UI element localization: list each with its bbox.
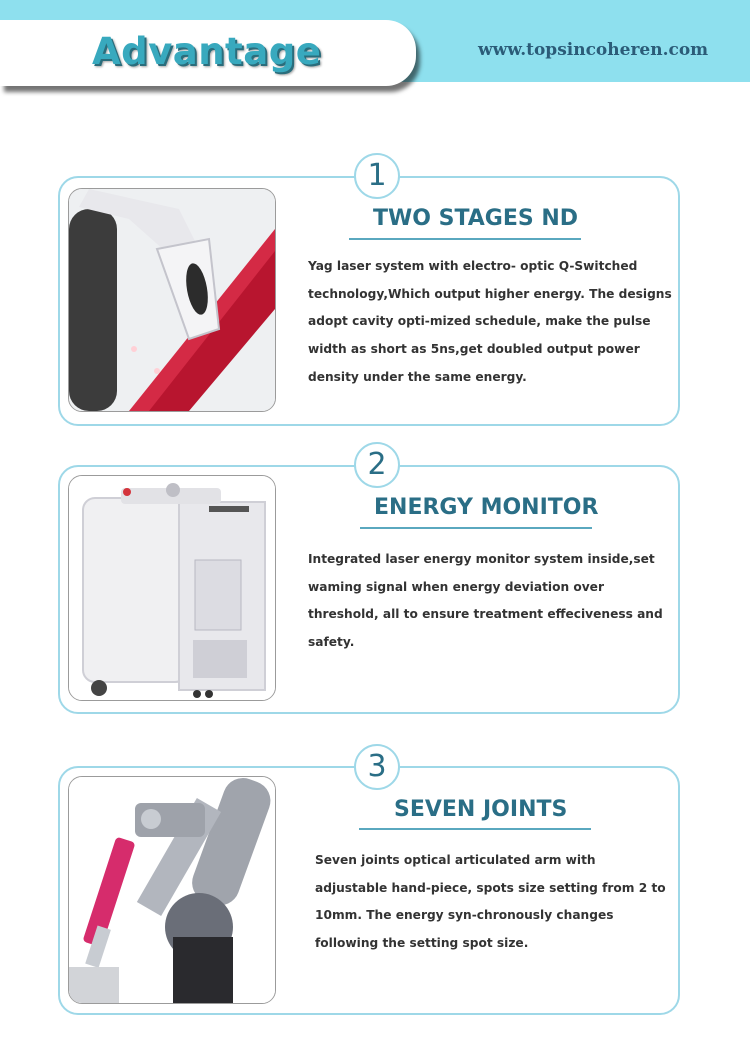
- feature-number-1: 1: [354, 153, 400, 199]
- feature-title-2: ENERGY MONITOR: [374, 495, 599, 520]
- feature-number-3: 3: [354, 744, 400, 790]
- feature-title-3: SEVEN JOINTS: [394, 797, 568, 822]
- machine-photo: [68, 475, 276, 701]
- feature-description-3: Seven joints optical articulated arm with adjustable hand-piece, spots size setting from 2 to 10mm. The energy syn-chronously changes following the setting spot size.: [315, 853, 666, 951]
- feature-number-2: 2: [354, 442, 400, 488]
- page-title: Advantage: [92, 30, 322, 73]
- title-underline-2: [360, 527, 592, 529]
- feature-description-2: Integrated laser energy monitor system inside,set waming signal when energy deviation over threshold, all to ensure treatment effeciveness and safety.: [308, 552, 663, 650]
- handpiece-photo: [68, 188, 276, 412]
- articulated-arm-photo: [68, 776, 276, 1004]
- website-link[interactable]: www.topsincoheren.com: [478, 40, 709, 60]
- feature-title-1: TWO STAGES ND: [373, 206, 579, 231]
- title-underline-1: [349, 238, 581, 240]
- feature-description-1: Yag laser system with electro- optic Q-Switched technology,Which output higher energy. The designs adopt cavity opti-mized schedule, make the pulse width as short as 5ns,get doubled output power density under the same energy.: [308, 259, 672, 384]
- title-underline-3: [359, 828, 591, 830]
